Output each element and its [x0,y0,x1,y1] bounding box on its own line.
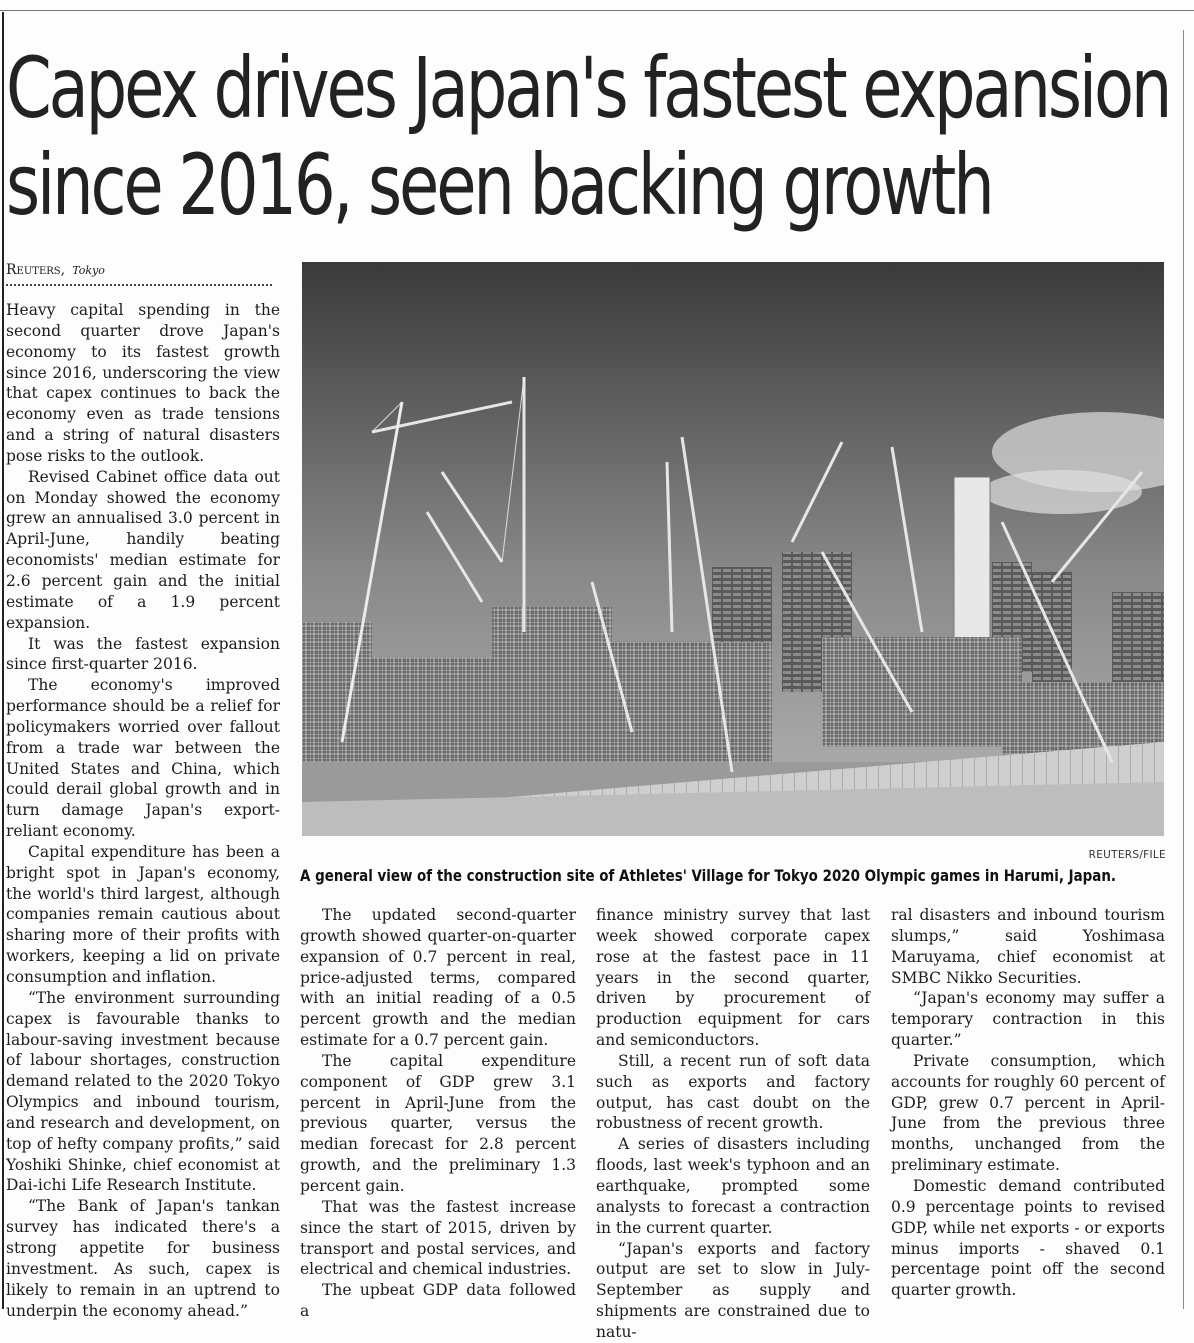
byline-place: Tokyo [72,264,105,277]
paragraph: The capital expenditure component of GDP grew 3.1 percent in April-June from the previous quarter, versus the median forecast for 2.8 percent growth, and the preliminary 1.3 percent gain. [300,1051,576,1195]
left-rule [2,12,4,1309]
headline [6,40,1184,234]
paragraph: Private consumption, which accounts for roughly 60 percent of GDP, grew 0.7 percent in April-June from the previous three months, unchanged from the preliminary estimate. [891,1051,1165,1175]
top-rule [0,10,1194,11]
paragraph: The economy's improved performance should be a relief for policymakers worried over fallout from a trade war between the United States and China, which could derail global growth and in turn damage Japan's export-reliant economy. [6,676,280,841]
paragraph: That was the fastest increase since the start of 2015, driven by transport and postal services, and electrical and chemical industries. [300,1197,576,1279]
paragraph: “Japan's exports and factory output are set to slow in July-September as supply and shipments are constrained due to natu- [596,1239,870,1341]
byline-agency: Reuters, [6,262,66,278]
headline-line-2: since 2016, seen backing growth [6,136,992,234]
paragraph: Heavy capital spending in the second quarter drove Japan's economy to its fastest growth since 2016, underscoring the view that capex continues to back the economy even as trade tensions and a string of natural disasters pose risks to the outlook. [6,301,280,465]
paragraph: Still, a recent run of soft data such as exports and factory output, has cast doubt on the robustness of recent growth. [596,1051,870,1133]
article-column-4 [891,905,1165,1301]
paragraph: Capital expenditure has been a bright spot in Japan's economy, the world's third largest, although companies remain cautious about sharing more of their profits with workers, keeping a lid on private consumption and inflation. [6,842,280,986]
paragraph: ral disasters and inbound tourism slumps,” said Yoshimasa Maruyama, chief economist at SMBC Nikko Securities. [891,906,1165,987]
article-column-2 [300,905,576,1322]
paragraph: Revised Cabinet office data out on Monday showed the economy grew an annualised 3.0 percent in April-June, handily beating economists' median estimate for 2.6 percent gain and the initial estimate of a 1.9 percent expansion. [6,467,280,632]
paragraph: “Japan's economy may suffer a temporary contraction in this quarter.” [891,989,1165,1050]
construction-site-photo [302,262,1164,836]
paragraph: The upbeat GDP data followed a [300,1281,576,1321]
byline-divider [6,284,272,286]
paragraph: It was the fastest expansion since first-quarter 2016. [6,634,280,674]
paragraph: finance ministry survey that last week showed corporate capex rose at the fastest pace in 11 years in the second quarter, driven by procurement of production equipment for cars and semiconductors. [596,906,870,1050]
paragraph: “The environment surrounding capex is favourable thanks to labour-saving investment because of labour shortages, construction demand related to the 2020 Tokyo Olympics and inbound tourism, and research and development, on top of hefty company profits,” said Yoshiki Shinke, chief economist at Dai-ichi Life Research Institute. [6,988,280,1195]
article-column-1 [6,300,280,1321]
paragraph: A series of disasters including floods, last week's typhoon and an earthquake, prompted some analysts to forecast a contraction in the current quarter. [596,1135,870,1237]
photo-caption: A general view of the construction site of Athletes' Village for Tokyo 2020 Olympic games in Harumi, Japan. [300,866,1117,885]
paragraph: The updated second-quarter growth showed quarter-on-quarter expansion of 0.7 percent in real, price-adjusted terms, compared with an initial reading of a 0.5 percent growth and the median estimate for a 0.7 percent gain. [300,906,576,1050]
article-column-3 [596,905,870,1343]
photo-credit: REUTERS/FILE [1088,849,1166,861]
paragraph: “The Bank of Japan's tankan survey has indicated there's a strong appetite for business investment. As such, capex is likely to remain in an uptrend to underpin the economy ahead.” [6,1197,280,1320]
headline-line-1: Capex drives Japan's fastest expansion [6,39,1170,137]
paragraph: Domestic demand contributed 0.9 percentage points to revised GDP, while net exports - or exports minus imports - shaved 0.1 percentage point off the second quarter growth. [891,1176,1165,1300]
byline [6,262,105,278]
